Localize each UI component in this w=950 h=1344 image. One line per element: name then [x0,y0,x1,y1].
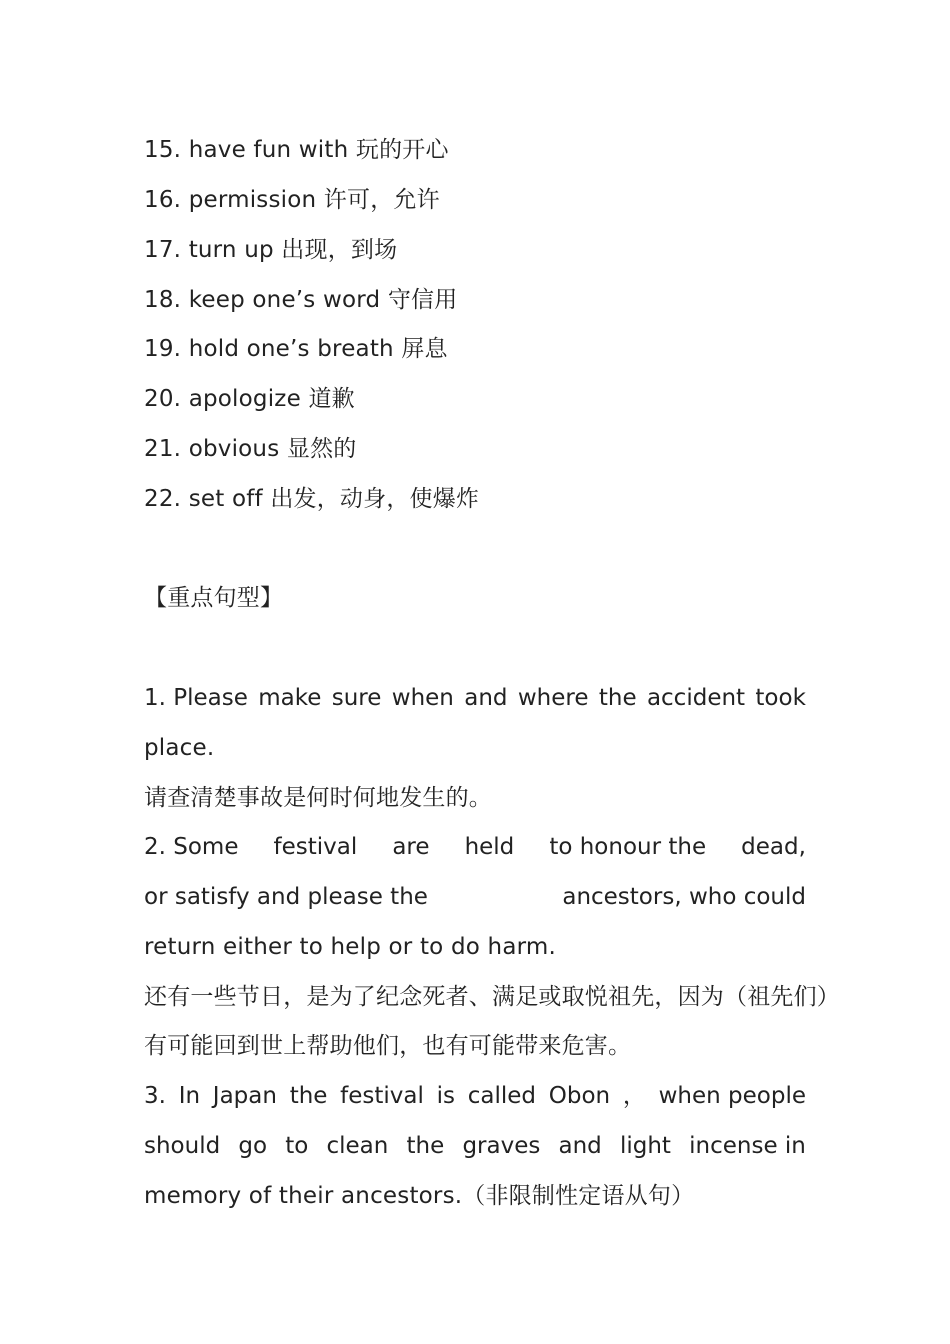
word: ， [622,1083,646,1109]
word: to [285,1133,309,1159]
word: graves [462,1133,541,1159]
word: 1. Please [144,685,248,711]
section-heading: 【重点句型】 [144,585,284,611]
text-segment: ancestors, who could [562,884,806,910]
word: when [391,685,454,711]
word: when people [658,1083,806,1109]
text-segment: or satisfy and please the [144,884,428,910]
sentence-2-translation-1: 还有一些节日，是为了纪念死者、满足或取悦祖先，因为（祖先们） [144,984,840,1010]
vocab-item: 16. permission 许可，允许 [144,187,440,213]
word: clean [326,1133,389,1159]
vocab-item: 21. obvious 显然的 [144,436,357,462]
word: took [755,685,806,711]
sentence-2-line-1 [144,832,806,862]
word: Obon [548,1083,611,1109]
vocab-item: 15. have fun with 玩的开心 [144,137,449,163]
word: accident [646,685,746,711]
word: are [392,834,430,860]
sentence-1-line-1 [144,683,806,713]
word: to honour the [549,834,707,860]
word: the [598,685,637,711]
word: Japan [212,1083,277,1109]
sentence-1-translation: 请查清楚事故是何时何地发生的。 [144,785,492,811]
sentence-2-line-3: return either to help or to do harm. [144,934,556,960]
word: festival [340,1083,424,1109]
word: incense in [689,1133,806,1159]
word: make [258,685,322,711]
vocab-item: 18. keep one’s word 守信用 [144,287,458,313]
word: dead, [741,834,806,860]
word: light [619,1133,671,1159]
word: 2. Some [144,834,239,860]
vocab-item: 17. turn up 出现，到场 [144,237,398,263]
word: sure [331,685,382,711]
word: where [517,685,589,711]
word: festival [273,834,358,860]
word: In [178,1083,201,1109]
word: and [558,1133,602,1159]
word: the [406,1133,445,1159]
sentence-2-translation-2: 有可能回到世上帮助他们，也有可能带来危害。 [144,1033,632,1059]
word: should [144,1133,221,1159]
sentence-3-line-2 [144,1131,806,1161]
word: is [436,1083,456,1109]
sentence-3-line-1 [144,1081,806,1111]
sentence-2-line-2 [144,882,806,912]
sentence-3-line-3: memory of their ancestors.（非限制性定语从句） [144,1183,695,1209]
word: go [238,1133,268,1159]
vocab-item: 20. apologize 道歉 [144,386,355,412]
word: the [289,1083,328,1109]
word: called [467,1083,537,1109]
sentence-1-line-2: place. [144,735,215,761]
word: 3. [144,1083,166,1109]
word: held [464,834,515,860]
vocab-item: 22. set off 出发，动身，使爆炸 [144,486,480,512]
word: and [464,685,508,711]
vocab-item: 19. hold one’s breath 屏息 [144,336,448,362]
